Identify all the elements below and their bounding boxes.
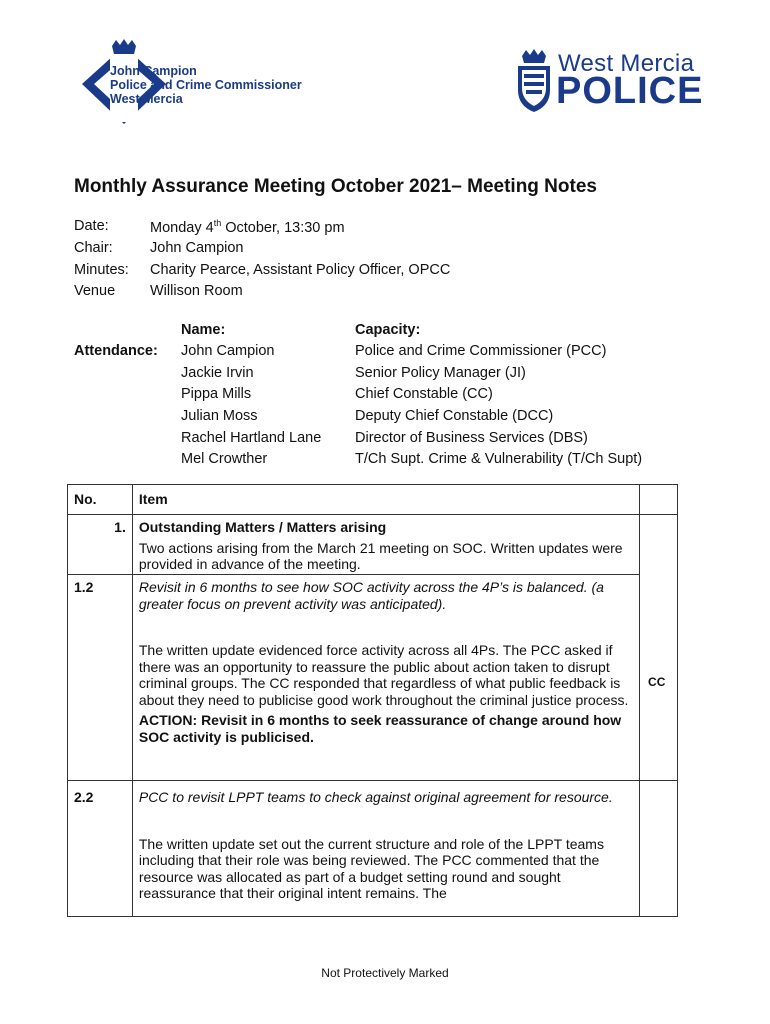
date-label: Date: (74, 218, 109, 234)
attendee-name: Jackie Irvin (181, 365, 254, 381)
attendee-name: Pippa Mills (181, 386, 252, 402)
row-text: The written update set out the current structure and role of the LPPT teams including that their role was being reviewed. The PCC commented that the resource was allocated as part of a budget setting round and sought reassurance that their original intent remains. The (138, 835, 604, 901)
attendee-capacity: T/Ch Supt. Crime & Vulnerability (T/Ch Supt) (355, 451, 643, 467)
attendee-name: Julian Moss (181, 408, 258, 424)
header-owner (640, 485, 678, 515)
items-table (67, 484, 678, 917)
attendee-capacity: Senior Policy Manager (JI) (355, 365, 526, 381)
capacity-header: Capacity: (355, 322, 421, 338)
attendee-capacity: Chief Constable (CC) (355, 386, 493, 402)
attendee-capacity: Deputy Chief Constable (DCC) (355, 408, 554, 424)
attendance-label: Attendance: (74, 343, 158, 359)
row-owner: CC (640, 515, 678, 781)
table-row (68, 515, 678, 575)
chair-value: John Campion (150, 240, 244, 256)
pcc-logo-line1: John Campion (110, 64, 197, 78)
row-owner (640, 781, 678, 917)
row-italic-text: PCC to revisit LPPT teams to check against original agreement for resource. (138, 789, 613, 805)
row-item (132, 781, 639, 917)
police-logo-small: West Mercia (558, 50, 695, 77)
row-text: Two actions arising from the March 21 meeting on SOC. Written updates were provided in advance of the meeting. (138, 539, 623, 572)
table-row (68, 575, 678, 781)
attendee-name: John Campion (181, 343, 275, 359)
attendee-name: Rachel Hartland Lane (181, 430, 322, 446)
police-crest-icon (514, 48, 554, 114)
row-action: ACTION: Revisit in 6 months to seek reassurance of change around how SOC activity is publicised. (138, 712, 622, 745)
header-item: Item (132, 485, 639, 515)
pcc-logo (80, 38, 340, 128)
table-header-row (68, 485, 678, 515)
table-row (68, 781, 678, 917)
minutes-label: Minutes: (74, 262, 129, 278)
police-logo (512, 46, 712, 116)
police-logo-big: POLICE (556, 70, 704, 112)
venue-value: Willison Room (150, 283, 243, 299)
attendee-name: Mel Crowther (181, 451, 268, 467)
minutes-value: Charity Pearce, Assistant Policy Officer, OPCC (150, 262, 451, 278)
attendee-capacity: Police and Crime Commissioner (PCC) (355, 343, 607, 359)
row-text: The written update evidenced force activity across all 4Ps. The PCC asked if there was an opportunity to reassure the public about action taken to disrupt criminal groups. The CC responded that regardless of what public feedback is about they need to publicise good work throughout the criminal justice process. (138, 642, 629, 708)
row-item (132, 515, 639, 575)
chair-label: Chair: (74, 240, 113, 256)
row-heading: Outstanding Matters / Matters arising (138, 519, 387, 535)
pcc-logo-line3: West Mercia (110, 92, 183, 106)
venue-label: Venue (74, 283, 116, 299)
name-header: Name: (181, 322, 226, 338)
header-no: No. (68, 485, 133, 515)
row-number: 2.2 (68, 781, 133, 917)
row-number: 1.2 (68, 575, 133, 781)
page-title: Monthly Assurance Meeting October 2021– Meeting Notes (74, 176, 597, 197)
attendee-capacity: Director of Business Services (DBS) (355, 430, 588, 446)
page-footer: Not Protectively Marked (321, 966, 449, 980)
date-value: Monday 4th October, 13:30 pm (150, 218, 345, 236)
row-item (132, 575, 639, 781)
row-number: 1. (68, 515, 133, 575)
pcc-logo-line2: Police and Crime Commissioner (110, 78, 302, 92)
row-italic-text: Revisit in 6 months to see how SOC activity across the 4P’s is balanced. (a greater focus on prevent activity was anticipated). (138, 579, 604, 612)
